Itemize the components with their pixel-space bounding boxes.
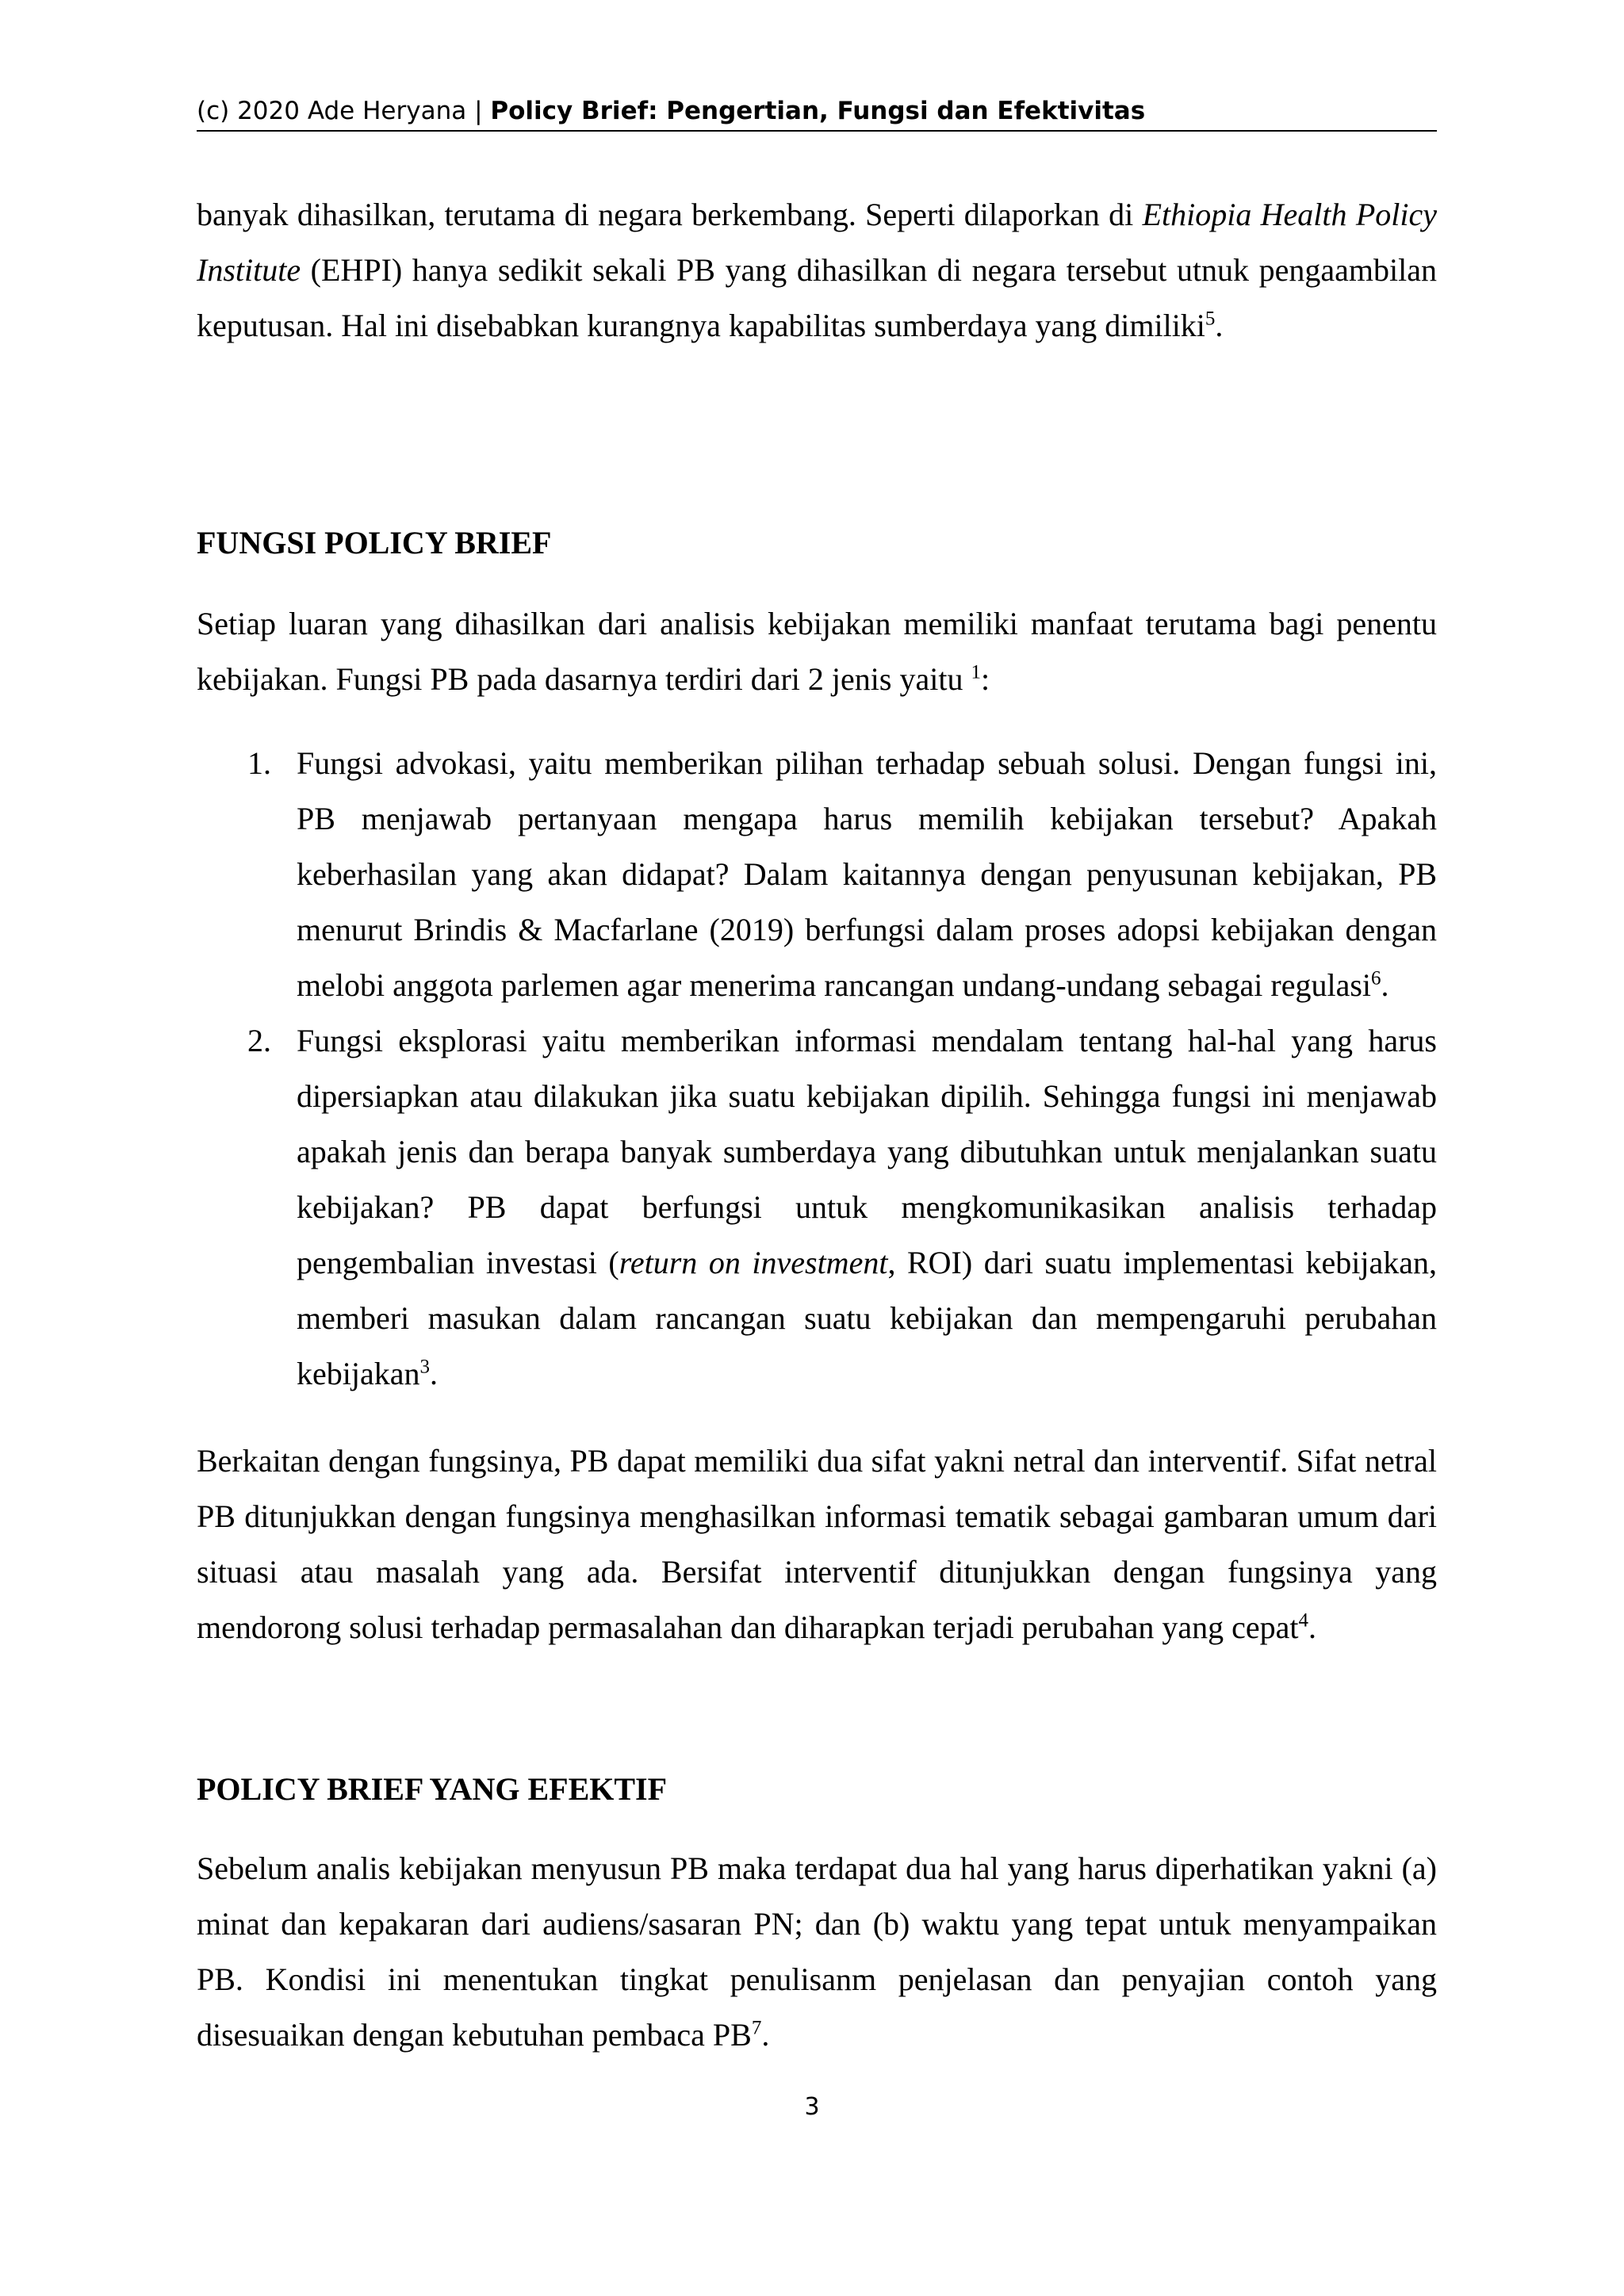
emphasis-term: return on investment (619, 1245, 888, 1280)
punctuation: . (1381, 967, 1389, 1003)
section-heading-efektif: POLICY BRIEF YANG EFEKTIF (197, 1771, 668, 1807)
list-item (197, 1013, 1437, 1402)
punctuation: . (1308, 1609, 1316, 1645)
section-heading-fungsi: FUNGSI POLICY BRIEF (197, 525, 552, 561)
list-item (197, 736, 1437, 1013)
header-title: Policy Brief: Pengertian, Fungsi dan Efektivitas (490, 97, 1146, 125)
reference-superscript: 1 (971, 661, 981, 683)
paragraph-continued (197, 187, 1437, 354)
punctuation: : (980, 661, 990, 697)
list-number: 2. (247, 1023, 271, 1058)
paragraph-text: banyak dihasilkan, terutama di negara berkembang. Seperti dilaporkan di (197, 197, 1143, 232)
reference-superscript: 7 (751, 2017, 762, 2039)
reference-superscript: 4 (1298, 1609, 1308, 1632)
section-intro (197, 596, 1437, 707)
numbered-list (197, 736, 1437, 1402)
paragraph-efektif (197, 1841, 1437, 2063)
list-item-text: Fungsi advokasi, yaitu memberikan pilihan terhadap sebuah solusi. Dengan fungsi ini, PB menjawab pertanyaan mengapa harus memilih kebijakan tersebut? Apakah keberhasilan yang akan didapat? Dalam kaitannya dengan penyusunan kebijakan, PB menurut Brindis & Macfarlane (2019) berfungsi dalam proses adopsi kebijakan dengan melobi anggota parlemen agar menerima rancangan undang-undang sebagai regulasi (297, 745, 1437, 1003)
list-number: 1. (247, 745, 271, 781)
header-prefix: (c) 2020 Ade Heryana | (197, 97, 491, 125)
paragraph-text: Setiap luaran yang dihasilkan dari analisis kebijakan memiliki manfaat terutama bagi penentu kebijakan. Fungsi PB pada dasarnya terdiri dari 2 jenis yaitu (197, 606, 1437, 697)
punctuation: . (761, 2017, 770, 2053)
reference-superscript: 3 (419, 1356, 430, 1378)
reference-superscript: 5 (1205, 308, 1216, 330)
list-item-text: Fungsi eksplorasi yaitu memberikan informasi mendalam tentang hal-hal yang harus dipersiapkan atau dilakukan jika suatu kebijakan dipilih. Sehingga fungsi ini menjawab apakah jenis dan berapa banyak sumberdaya yang dibutuhkan untuk menjalankan suatu kebijakan? PB dapat berfungsi untuk mengkomunikasikan analisis terhadap pengembalian investasi ( (297, 1023, 1437, 1280)
paragraph-sifat (197, 1433, 1437, 1655)
list-item-text: , ROI) dari suatu implementasi kebijakan, memberi masukan dalam rancangan suatu kebijakan dan mempengaruhi perubahan kebijakan (297, 1245, 1438, 1391)
running-header (197, 94, 1437, 132)
paragraph-text: Sebelum analis kebijakan menyusun PB maka terdapat dua hal yang harus diperhatikan yakni (a) minat dan kepakaran dari audiens/sasaran PN; dan (b) waktu yang tepat untuk menyampaikan PB. Kondisi ini menentukan tingkat penulisanm penjelasan dan penyajian contoh yang disesuaikan dengan kebutuhan pembaca PB (197, 1850, 1437, 2053)
paragraph-text: (EHPI) hanya sedikit sekali PB yang dihasilkan di negara tersebut utnuk pengaambilan keputusan. Hal ini disebabkan kurangnya kapabilitas sumberdaya yang dimiliki (197, 252, 1437, 343)
institute-name: Ethiopia Health Policy Institute (197, 197, 1438, 288)
reference-superscript: 6 (1371, 967, 1381, 989)
page-number: 3 (804, 2093, 820, 2121)
punctuation: . (1215, 308, 1224, 343)
paragraph-text: Berkaitan dengan fungsinya, PB dapat memiliki dua sifat yakni netral dan interventif. Sifat netral PB ditunjukkan dengan fungsinya menghasilkan informasi tematik sebagai gambaran umum dari situasi atau masalah yang ada. Bersifat interventif ditunjukkan dengan fungsinya yang mendorong solusi terhadap permasalahan dan diharapkan terjadi perubahan yang cepat (197, 1443, 1437, 1645)
punctuation: . (430, 1356, 438, 1391)
